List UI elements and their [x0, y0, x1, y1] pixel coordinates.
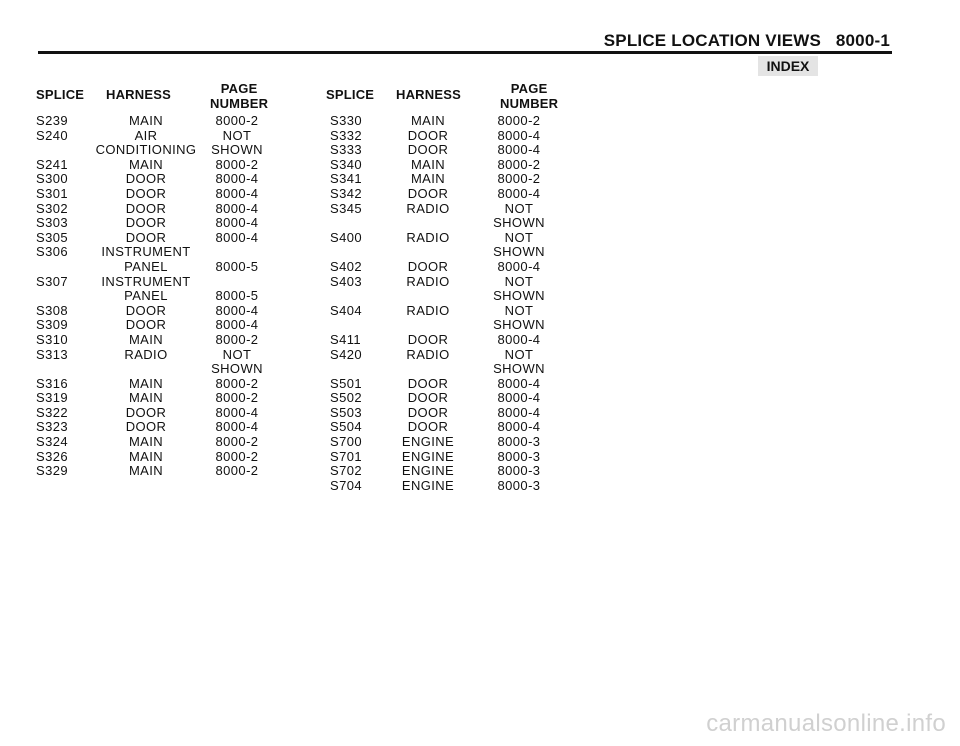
splice-cell: S340 — [330, 156, 362, 172]
harness-cell: INSTRUMENT — [101, 244, 191, 260]
page-title: SPLICE LOCATION VIEWS 8000-1 — [603, 31, 890, 50]
table-row — [330, 245, 630, 260]
splice-cell: S319 — [36, 390, 68, 406]
splice-cell: S503 — [330, 404, 362, 420]
splice-cell: S241 — [36, 156, 68, 172]
page-number-cell: 8000-4 — [215, 171, 259, 187]
page-number-cell: SHOWN — [493, 244, 545, 260]
table-row — [330, 391, 630, 406]
page-number-cell: 8000-2 — [215, 113, 259, 128]
page-number-cell: SHOWN — [211, 361, 263, 377]
table-row — [36, 275, 336, 290]
harness-cell: DOOR — [407, 419, 449, 435]
watermark: carmanualsonline.info — [706, 710, 946, 737]
harness-cell: INSTRUMENT — [101, 273, 191, 289]
harness-cell: MAIN — [128, 375, 164, 391]
table-row — [36, 158, 336, 173]
left-col-splice-header: SPLICE — [36, 87, 85, 102]
harness-cell: RADIO — [406, 229, 450, 245]
harness-cell: DOOR — [125, 200, 167, 216]
splice-cell: S403 — [330, 273, 362, 289]
harness-cell: RADIO — [406, 302, 450, 318]
table-row — [330, 435, 630, 450]
table-row — [36, 143, 336, 158]
splice-cell: S700 — [330, 434, 362, 450]
page-number-cell: 8000-4 — [497, 419, 541, 435]
page-number-cell: 8000-4 — [497, 258, 541, 274]
table-row — [330, 202, 630, 217]
page-number-cell: 8000-4 — [497, 390, 541, 406]
harness-cell: DOOR — [407, 258, 449, 274]
splice-cell: S316 — [36, 375, 68, 391]
table-row — [36, 464, 336, 479]
harness-cell: CONDITIONING — [95, 142, 197, 158]
page-number-cell: 8000-4 — [497, 127, 541, 143]
splice-cell: S420 — [330, 346, 362, 362]
page-number-cell: 8000-2 — [215, 156, 259, 172]
page-number-cell: NOT — [504, 229, 534, 245]
harness-cell: ENGINE — [401, 434, 455, 450]
table-row — [36, 318, 336, 333]
right-col-splice-header: SPLICE — [326, 87, 375, 102]
harness-cell: MAIN — [410, 171, 446, 187]
harness-cell: DOOR — [125, 404, 167, 420]
left-table — [36, 82, 336, 479]
harness-cell: MAIN — [410, 113, 446, 128]
harness-cell: DOOR — [407, 375, 449, 391]
table-row — [330, 143, 630, 158]
table-row — [330, 114, 630, 129]
harness-cell: PANEL — [124, 258, 168, 274]
harness-cell: ENGINE — [401, 477, 455, 493]
splice-cell: S330 — [330, 113, 362, 128]
page-number-cell: NOT — [222, 346, 252, 362]
page-number-cell: SHOWN — [493, 288, 545, 304]
page-number-cell: SHOWN — [211, 142, 263, 158]
table-row — [330, 377, 630, 392]
table-row — [330, 450, 630, 465]
table-row — [330, 187, 630, 202]
splice-cell: S342 — [330, 185, 362, 201]
table-row — [36, 114, 336, 129]
splice-cell: S400 — [330, 229, 362, 245]
page-number-cell: 8000-3 — [497, 434, 541, 450]
table-row — [36, 172, 336, 187]
left-col-page-header: PAGE NUMBER — [210, 81, 269, 111]
left-table-header — [36, 82, 336, 114]
title-rule — [38, 51, 892, 54]
page-number-cell: 8000-4 — [497, 185, 541, 201]
harness-cell: DOOR — [407, 390, 449, 406]
table-row — [330, 348, 630, 363]
page-number-cell: 8000-2 — [215, 390, 259, 406]
table-row — [36, 216, 336, 231]
index-label: INDEX — [758, 56, 818, 76]
splice-cell: S341 — [330, 171, 362, 187]
page-number-cell: NOT — [504, 273, 534, 289]
splice-cell: S329 — [36, 463, 68, 479]
table-row — [330, 231, 630, 246]
page-number-cell: 8000-2 — [215, 463, 259, 479]
page-number-cell: 8000-4 — [215, 317, 259, 333]
page-number-cell: 8000-3 — [497, 477, 541, 493]
splice-cell: S704 — [330, 477, 362, 493]
harness-cell: ENGINE — [401, 463, 455, 479]
page-number-cell: 8000-2 — [497, 156, 541, 172]
table-row — [36, 245, 336, 260]
splice-cell: S305 — [36, 229, 68, 245]
harness-cell: MAIN — [128, 331, 164, 347]
splice-cell: S310 — [36, 331, 68, 347]
splice-cell: S303 — [36, 215, 68, 231]
table-row — [36, 406, 336, 421]
harness-cell: MAIN — [128, 390, 164, 406]
table-row — [330, 260, 630, 275]
harness-cell: AIR — [134, 127, 158, 143]
page-number-cell: 8000-4 — [215, 302, 259, 318]
table-row — [330, 333, 630, 348]
page-number-cell: SHOWN — [493, 215, 545, 231]
splice-cell: S239 — [36, 113, 68, 128]
harness-cell: DOOR — [125, 171, 167, 187]
page-number-cell: NOT — [504, 302, 534, 318]
splice-cell: S411 — [330, 331, 361, 347]
table-row — [330, 158, 630, 173]
harness-cell: RADIO — [406, 346, 450, 362]
page-number-cell: 8000-4 — [215, 215, 259, 231]
table-row — [330, 289, 630, 304]
harness-cell: RADIO — [406, 273, 450, 289]
table-row — [36, 435, 336, 450]
harness-cell: MAIN — [410, 156, 446, 172]
table-row — [36, 420, 336, 435]
table-row — [36, 348, 336, 363]
harness-cell: DOOR — [125, 302, 167, 318]
table-row — [330, 304, 630, 319]
splice-cell: S345 — [330, 200, 362, 216]
page-number-cell: SHOWN — [493, 361, 545, 377]
page-number-cell: 8000-2 — [215, 331, 259, 347]
page-number-cell: 8000-5 — [215, 288, 259, 304]
right-table-body — [330, 114, 630, 493]
right-col-harness-header: HARNESS — [396, 87, 461, 102]
page-number-cell: 8000-4 — [215, 404, 259, 420]
table-row — [330, 318, 630, 333]
splice-cell: S309 — [36, 317, 68, 333]
harness-cell: DOOR — [125, 229, 167, 245]
table-row — [330, 406, 630, 421]
table-row — [36, 377, 336, 392]
right-table — [326, 81, 630, 493]
splice-cell: S324 — [36, 434, 68, 450]
page-number-cell: 8000-3 — [497, 448, 541, 464]
harness-cell: RADIO — [124, 346, 168, 362]
left-table-body — [36, 114, 336, 479]
page-number-cell: NOT — [504, 200, 534, 216]
splice-cell: S306 — [36, 244, 68, 260]
splice-cell: S332 — [330, 127, 362, 143]
right-col-page-header: PAGE NUMBER — [500, 81, 559, 111]
splice-cell: S404 — [330, 302, 362, 318]
table-row — [36, 187, 336, 202]
table-row — [36, 391, 336, 406]
table-row — [36, 231, 336, 246]
splice-cell: S501 — [330, 375, 362, 391]
splice-cell: S702 — [330, 463, 362, 479]
harness-cell: DOOR — [125, 185, 167, 201]
harness-cell: DOOR — [125, 215, 167, 231]
page-number-cell: SHOWN — [493, 317, 545, 333]
splice-cell: S701 — [330, 448, 362, 464]
harness-cell: DOOR — [407, 404, 449, 420]
splice-cell: S313 — [36, 346, 68, 362]
harness-cell: MAIN — [128, 156, 164, 172]
splice-cell: S333 — [330, 142, 362, 158]
page-number-cell: 8000-4 — [497, 331, 541, 347]
harness-cell: DOOR — [407, 142, 449, 158]
table-row — [330, 275, 630, 290]
table-row — [330, 464, 630, 479]
harness-cell: MAIN — [128, 463, 164, 479]
splice-cell: S504 — [330, 419, 362, 435]
table-row — [36, 129, 336, 144]
splice-cell: S300 — [36, 171, 68, 187]
harness-cell: MAIN — [128, 434, 164, 450]
table-row — [330, 172, 630, 187]
table-row — [330, 420, 630, 435]
harness-cell: DOOR — [125, 419, 167, 435]
page-number-cell: 8000-2 — [497, 113, 541, 128]
table-row — [330, 362, 630, 377]
table-row — [330, 479, 630, 494]
page-number-cell: 8000-2 — [215, 434, 259, 450]
table-row — [36, 289, 336, 304]
page-number-cell: 8000-2 — [497, 171, 541, 187]
harness-cell: DOOR — [407, 331, 449, 347]
page-number-cell: NOT — [222, 127, 252, 143]
harness-cell: PANEL — [124, 288, 168, 304]
left-col-harness-header: HARNESS — [106, 87, 171, 102]
harness-cell: RADIO — [406, 200, 450, 216]
harness-cell: DOOR — [125, 317, 167, 333]
splice-cell: S402 — [330, 258, 362, 274]
harness-cell: DOOR — [407, 127, 449, 143]
splice-cell: S301 — [36, 185, 68, 201]
table-row — [36, 304, 336, 319]
table-row — [330, 129, 630, 144]
table-row — [36, 202, 336, 217]
page-number-cell: NOT — [504, 346, 534, 362]
splice-cell: S308 — [36, 302, 68, 318]
harness-cell: ENGINE — [401, 448, 455, 464]
page-number-cell: 8000-4 — [215, 200, 259, 216]
harness-cell: MAIN — [128, 113, 164, 128]
harness-cell: MAIN — [128, 448, 164, 464]
page-number-cell: 8000-4 — [215, 419, 259, 435]
page-number-cell: 8000-4 — [497, 375, 541, 391]
splice-cell: S326 — [36, 448, 68, 464]
splice-cell: S302 — [36, 200, 68, 216]
splice-cell: S323 — [36, 419, 68, 435]
page-number-cell: 8000-4 — [215, 229, 259, 245]
table-row — [36, 450, 336, 465]
page-number-cell: 8000-4 — [215, 185, 259, 201]
page-number-cell: 8000-5 — [215, 258, 259, 274]
splice-cell: S240 — [36, 127, 68, 143]
table-row — [36, 362, 336, 377]
harness-cell: DOOR — [407, 185, 449, 201]
page-number-cell: 8000-4 — [497, 404, 541, 420]
splice-cell: S502 — [330, 390, 362, 406]
page-number-cell: 8000-4 — [497, 142, 541, 158]
table-row — [330, 216, 630, 231]
splice-cell: S307 — [36, 273, 68, 289]
page-number-cell: 8000-2 — [215, 448, 259, 464]
table-row — [36, 333, 336, 348]
splice-cell: S322 — [36, 404, 68, 420]
right-table-header — [326, 81, 630, 114]
page-number-cell: 8000-3 — [497, 463, 541, 479]
page-number-cell: 8000-2 — [215, 375, 259, 391]
table-row — [36, 260, 336, 275]
